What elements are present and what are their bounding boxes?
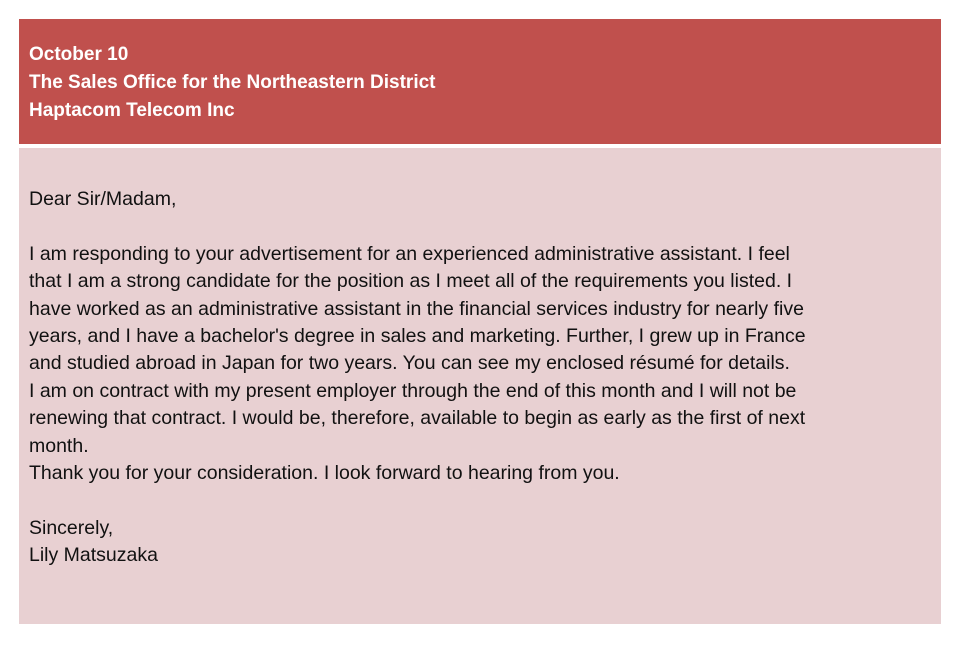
paragraph-intro: I am responding to your advertisement for an experienced administrative assistant. I feel that I am a strong candidate for the position as I meet all of the requirements you listed. I have worked as an administrative assistant in the financial services industry for nearly five years, and I have a bachelor's degree in sales and marketing. Further, I grew up in France and studied abroad in Japan for two years. You can see my enclosed résumé for details. [29,242,806,375]
signature: Lily Matsuzaka [29,544,158,567]
closing: Sincerely, [29,516,114,539]
spacer [29,213,931,240]
company-name: Haptacom Telecom Inc [29,100,235,121]
letter-header [19,19,941,144]
recipient-office: The Sales Office for the Northeastern District [29,72,436,93]
paragraph-availability: I am on contract with my present employer through the end of this month and I will not be renewing that contract. I would be, therefore, available to begin as early as the first of next month. [29,379,806,457]
letter-date: October 10 [29,44,129,65]
salutation: Dear Sir/Madam, [29,188,177,210]
spacer [29,487,931,514]
letter-body [19,148,941,624]
paragraph-thanks: Thank you for your consideration. I look forward to hearing from you. [29,462,620,485]
